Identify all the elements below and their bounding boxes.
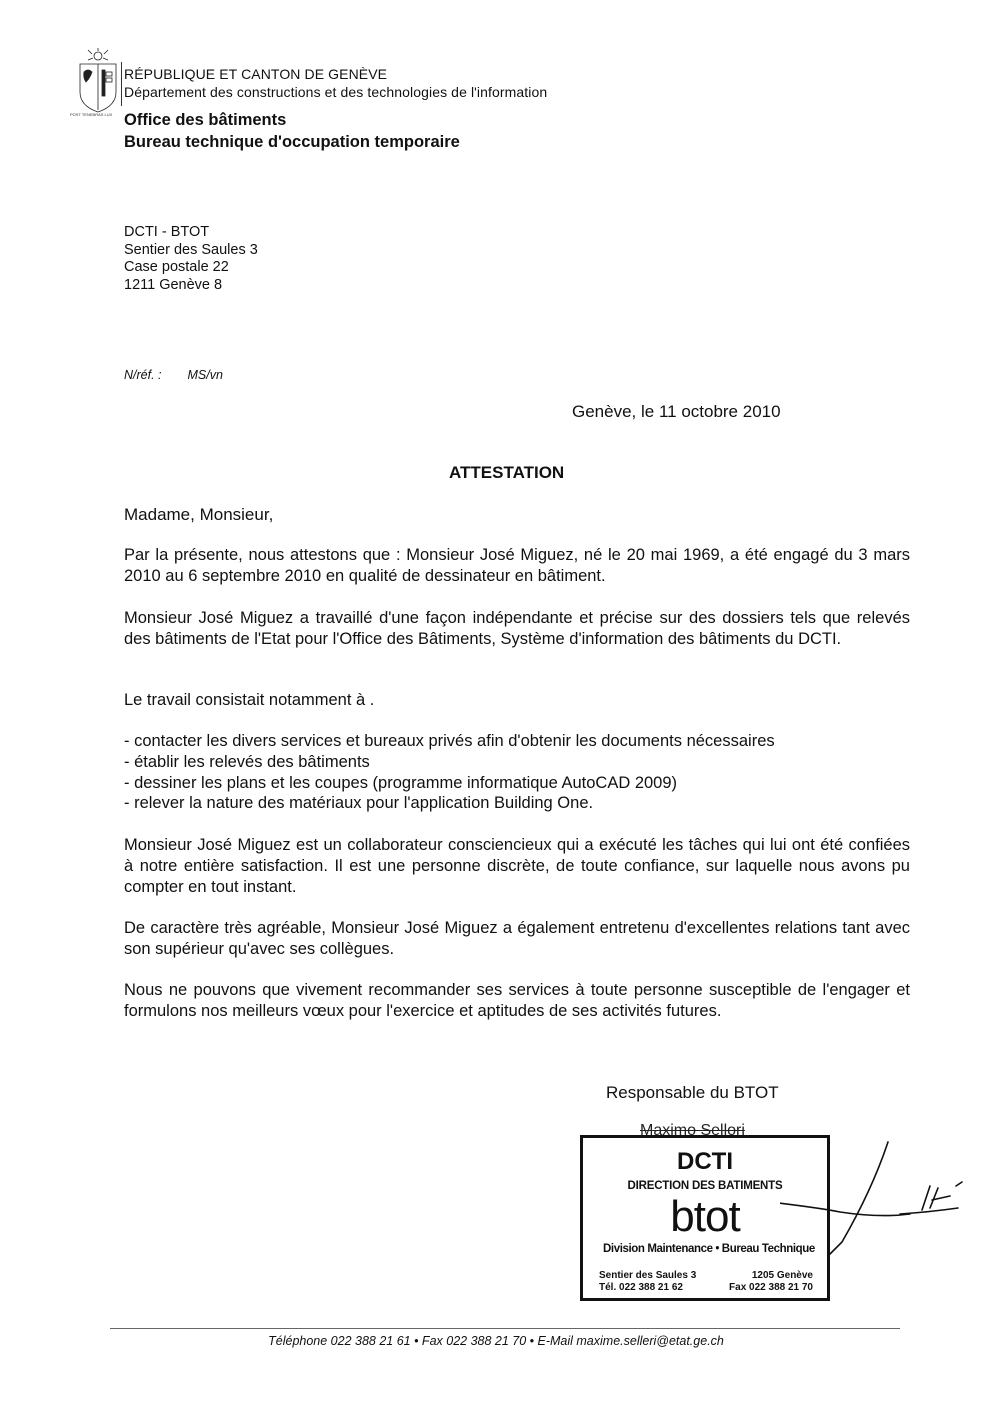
stamp-dcti: DCTI	[677, 1148, 733, 1175]
paragraph-engagement: Par la présente, nous attestons que : Monsieur José Miguez, né le 20 mai 1969, a été engagé du 3 mars 2010 au 6 septembre 2010 en qualité de dessinateur en bâtiment.	[124, 546, 910, 585]
task-list	[124, 731, 910, 814]
signature-title: Responsable du BTOT	[606, 1083, 779, 1102]
paragraph-work: Monsieur José Miguez a travaillé d'une façon indépendante et précise sur des dossiers tels que relevés des bâtiments de l'Etat pour l'Office des Bâtiments, Système d'information des bâtiments du DCTI.	[124, 609, 910, 648]
reference-label: N/réf. :	[124, 368, 162, 382]
address-line: Sentier des Saules 3	[124, 241, 258, 258]
handwritten-signature	[780, 1130, 980, 1270]
paragraph-character: De caractère très agréable, Monsieur José Miguez a également entretenu d'excellentes relations tant avec son supérieur qu'avec ses collègues.	[124, 919, 910, 958]
sender-address	[124, 224, 258, 294]
footer-contact: Téléphone 022 388 21 61 • Fax 022 388 21 70 • E-Mail maxime.selleri@etat.ge.ch	[268, 1334, 724, 1348]
stamp-address-right	[729, 1270, 813, 1294]
list-item: - dessiner les plans et les coupes (programme informatique AutoCAD 2009)	[124, 773, 678, 792]
reference-value: MS/vn	[187, 368, 223, 382]
stamp-division: Division Maintenance • Bureau Technique	[603, 1243, 815, 1255]
header-department: Département des constructions et des technologies de l'information	[124, 84, 548, 100]
header-divider	[121, 62, 122, 106]
stamp-phone: Tél. 022 388 21 62	[599, 1282, 683, 1293]
header-office: Office des bâtiments	[124, 111, 287, 129]
address-line: DCTI - BTOT	[124, 224, 210, 240]
footer-divider	[110, 1328, 900, 1329]
paragraph-evaluation: Monsieur José Miguez est un collaborateur consciencieux qui a exécuté les tâches qui lui ont été confiées à notre entière satisfaction. Il est une personne discrète, de toute confiance, sur laquelle nous avons pu compter en tout instant.	[124, 836, 910, 896]
paragraph-recommendation: Nous ne pouvons que vivement recommander ses services à toute personne susceptible de l'engager et formulons nos meilleurs vœux pour l'exercice et aptitudes de ses activités futures.	[124, 981, 910, 1020]
reference	[124, 368, 223, 382]
header-bureau: Bureau technique d'occupation temporaire	[124, 133, 460, 151]
document-title: ATTESTATION	[449, 463, 565, 482]
address-line: 1211 Genève 8	[124, 276, 223, 293]
stamp-address-left	[599, 1270, 696, 1294]
list-item: - établir les relevés des bâtiments	[124, 752, 370, 771]
signature-name: Maximo Sellori	[640, 1122, 745, 1139]
stamp-city: 1205 Genève	[751, 1270, 813, 1281]
list-item: - relever la nature des matériaux pour l'application Building One.	[124, 794, 594, 813]
stamp-direction: DIRECTION DES BATIMENTS	[627, 1180, 783, 1192]
header-republic: RÉPUBLIQUE ET CANTON DE GENÈVE	[124, 66, 388, 82]
stamp-street: Sentier des Saules 3	[599, 1270, 697, 1281]
letter-date: Genève, le 11 octobre 2010	[572, 402, 781, 421]
stamp-fax: Fax 022 388 21 70	[729, 1282, 813, 1293]
salutation: Madame, Monsieur,	[124, 505, 274, 524]
address-line: Case postale 22	[124, 259, 229, 275]
paragraph-tasks-intro: Le travail consistait notamment à .	[124, 691, 375, 709]
geneva-crest-icon	[70, 48, 122, 118]
list-item: - contacter les divers services et bureaux privés afin d'obtenir les documents nécessaires	[124, 732, 775, 750]
crest-caption: POST TENEBRAS LUX	[70, 112, 113, 117]
stamp-btot: btot	[670, 1192, 740, 1241]
